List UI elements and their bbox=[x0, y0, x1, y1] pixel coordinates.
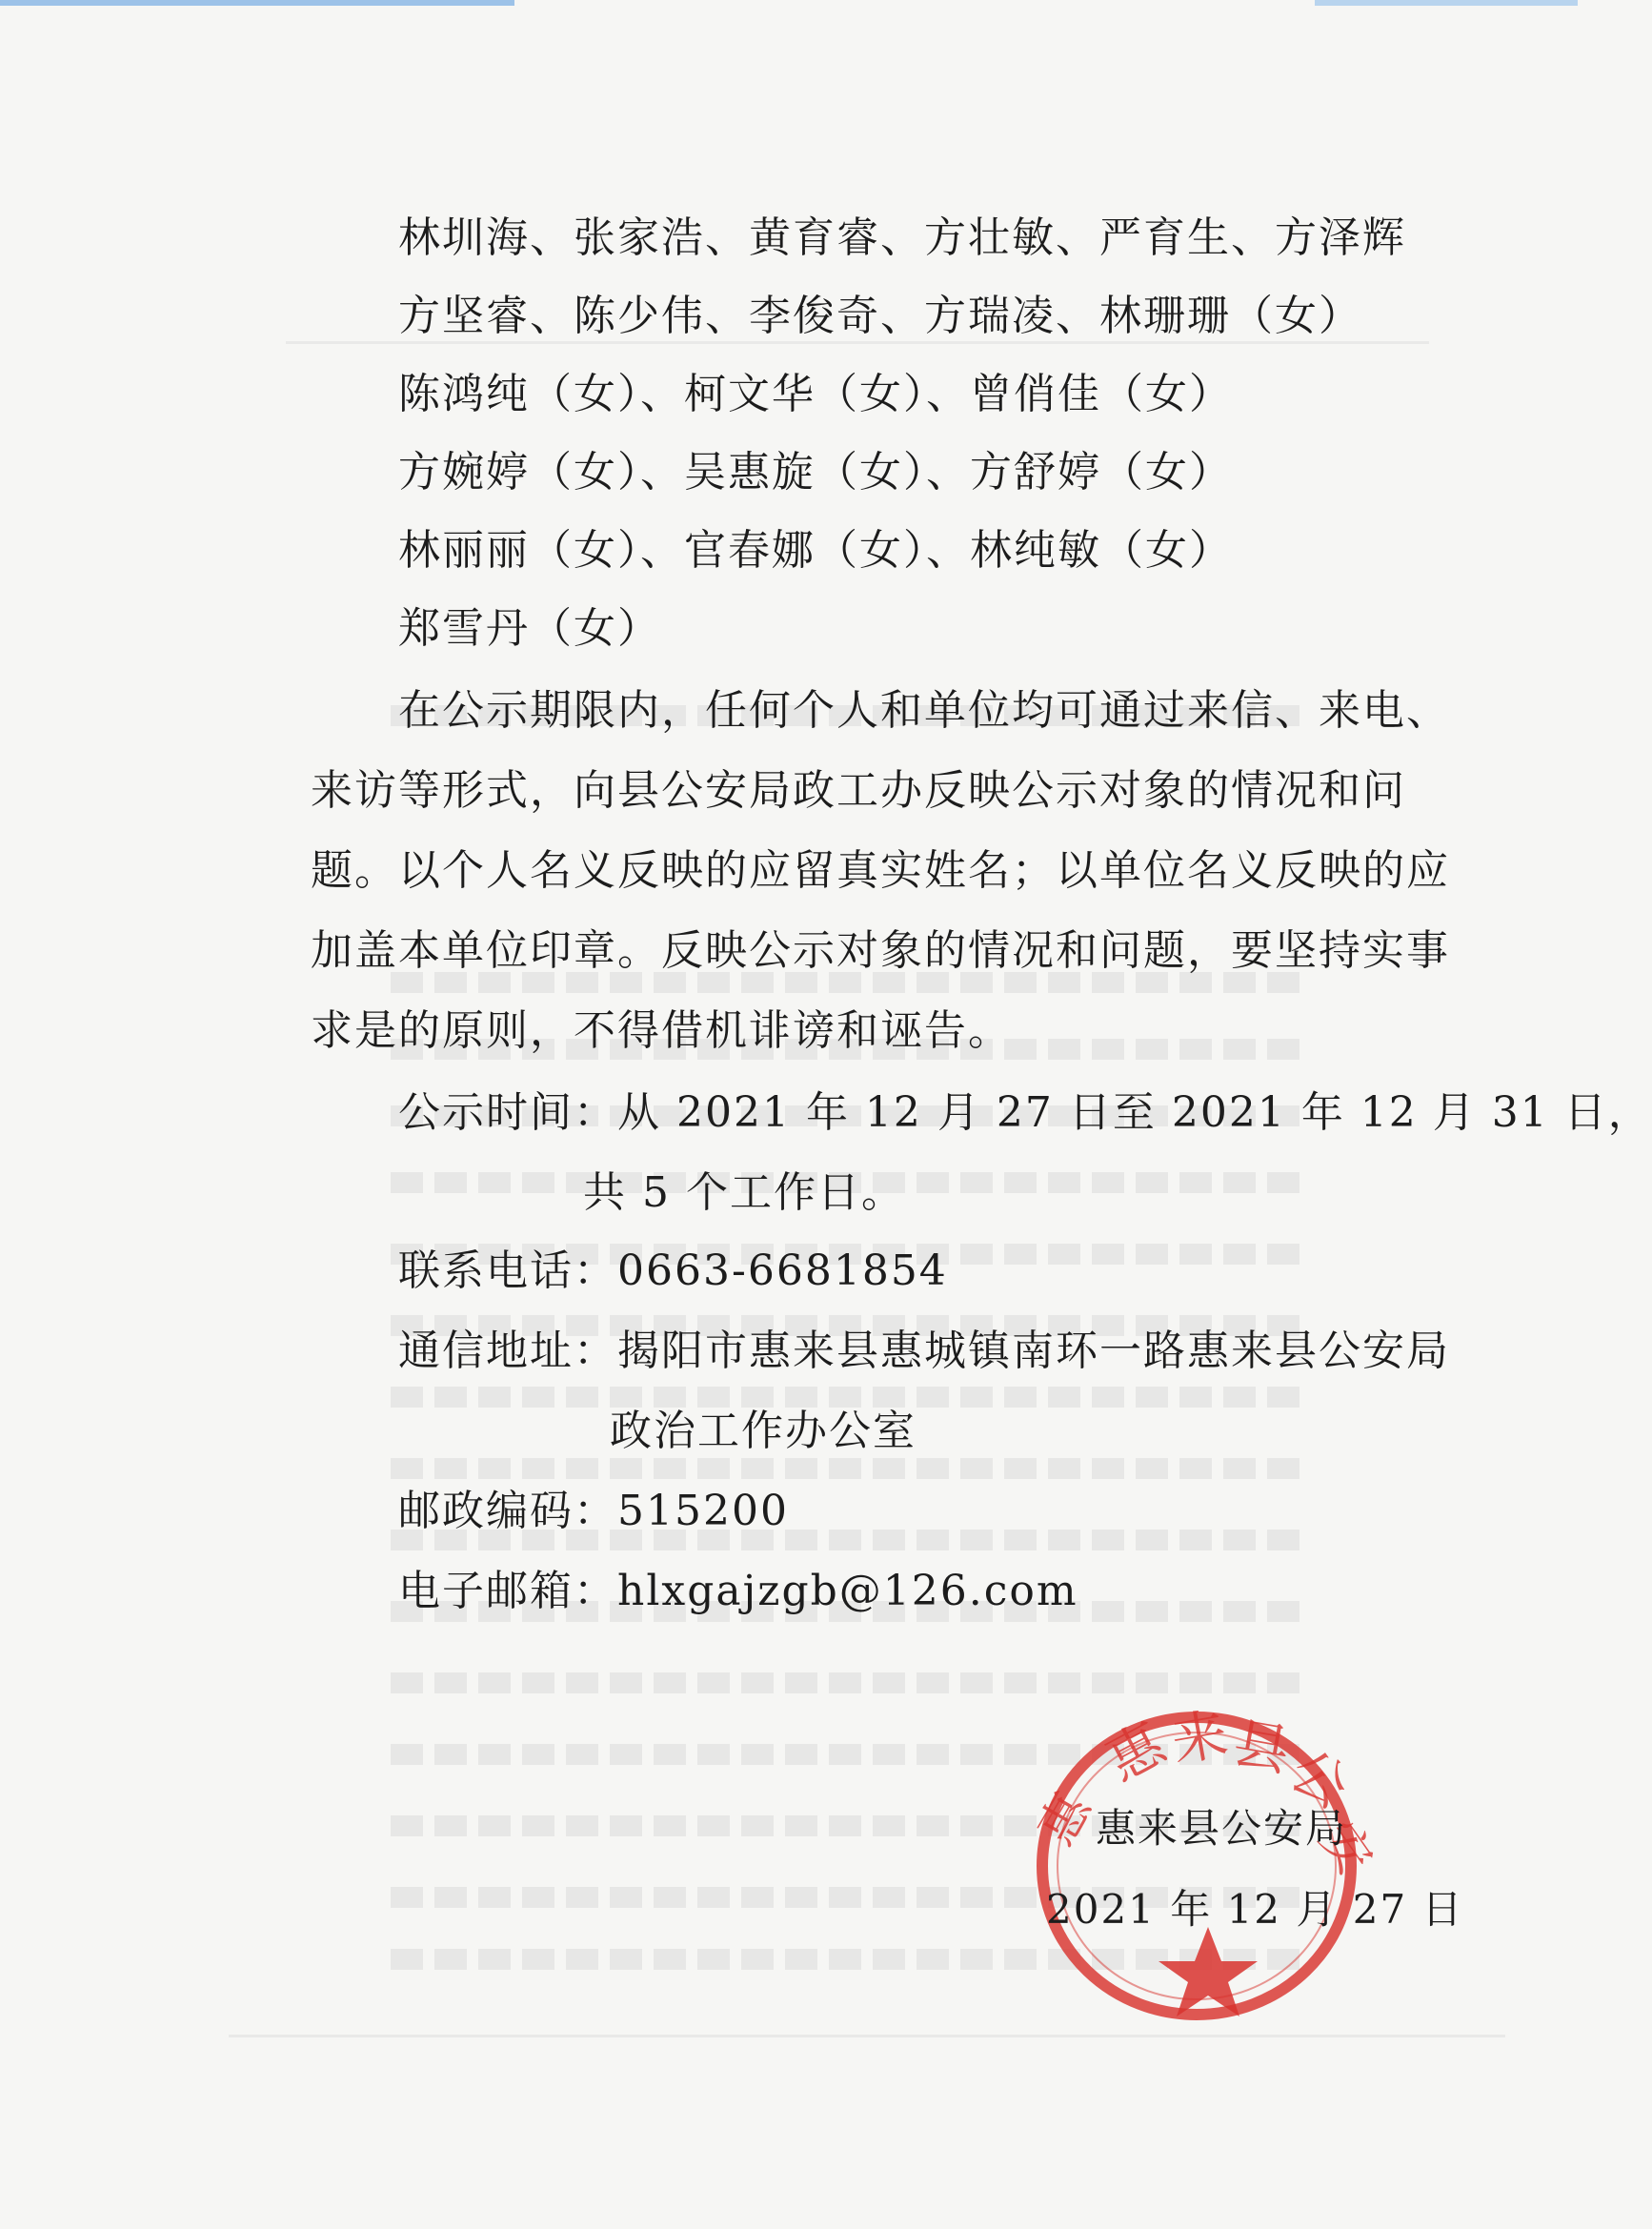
notice-line: 加盖本单位印章。反映公示对象的情况和问题，要坚持实事 bbox=[311, 926, 1450, 975]
contact-email: 电子邮箱：hlxgajzgb@126.com bbox=[398, 1567, 1078, 1615]
official-seal bbox=[1028, 1700, 1384, 2030]
seal-arc-text: 安 bbox=[1308, 1812, 1384, 1886]
contact-postcode: 邮政编码：515200 bbox=[398, 1487, 789, 1535]
seal-arc-text: 公 bbox=[1279, 1737, 1360, 1822]
names-line: 林圳海、张家浩、黄育睿、方壮敏、严育生、方泽辉 bbox=[398, 213, 1406, 262]
names-line: 林丽丽（女）、官春娜（女）、林纯敏（女） bbox=[398, 526, 1233, 575]
publicity-time-line: 共 5 个工作日。 bbox=[583, 1168, 905, 1217]
contact-address-continued: 政治工作办公室 bbox=[610, 1407, 917, 1455]
contact-address: 通信地址：揭阳市惠来县惠城镇南环一路惠来县公安局 bbox=[398, 1327, 1450, 1375]
scan-edge-mark bbox=[0, 0, 514, 6]
signing-organization: 惠来县公安局 bbox=[1096, 1805, 1348, 1852]
notice-line: 来访等形式，向县公安局政工办反映公示对象的情况和问 bbox=[311, 766, 1406, 815]
signing-date: 2021 年 12 月 27 日 bbox=[1046, 1886, 1464, 1933]
notice-line: 在公示期限内，任何个人和单位均可通过来信、来电、 bbox=[398, 686, 1450, 735]
names-line: 方婉婷（女）、吴惠旋（女）、方舒婷（女） bbox=[398, 448, 1233, 496]
contact-phone: 联系电话：0663-6681854 bbox=[398, 1246, 948, 1295]
seal-arc-text: 惠 bbox=[1096, 1711, 1176, 1794]
publicity-time-line: 公示时间：从 2021 年 12 月 27 日至 2021 年 12 月 31 日， bbox=[398, 1088, 1652, 1137]
seal-arc-text: 来 bbox=[1166, 1700, 1233, 1774]
scan-edge-mark bbox=[1315, 0, 1578, 6]
seal-arc-text: 县 bbox=[1228, 1710, 1295, 1784]
names-line: 郑雪丹（女） bbox=[398, 604, 661, 653]
seal-arc-text: 惠 bbox=[1028, 1783, 1103, 1855]
notice-line: 求是的原则，不得借机诽谤和诬告。 bbox=[311, 1006, 1012, 1055]
names-line: 陈鸿纯（女）、柯文华（女）、曾俏佳（女） bbox=[398, 370, 1233, 418]
names-line: 方坚睿、陈少伟、李俊奇、方瑞凌、林珊珊（女） bbox=[398, 292, 1362, 340]
notice-line: 题。以个人名义反映的应留真实姓名；以单位名义反映的应 bbox=[311, 846, 1450, 895]
